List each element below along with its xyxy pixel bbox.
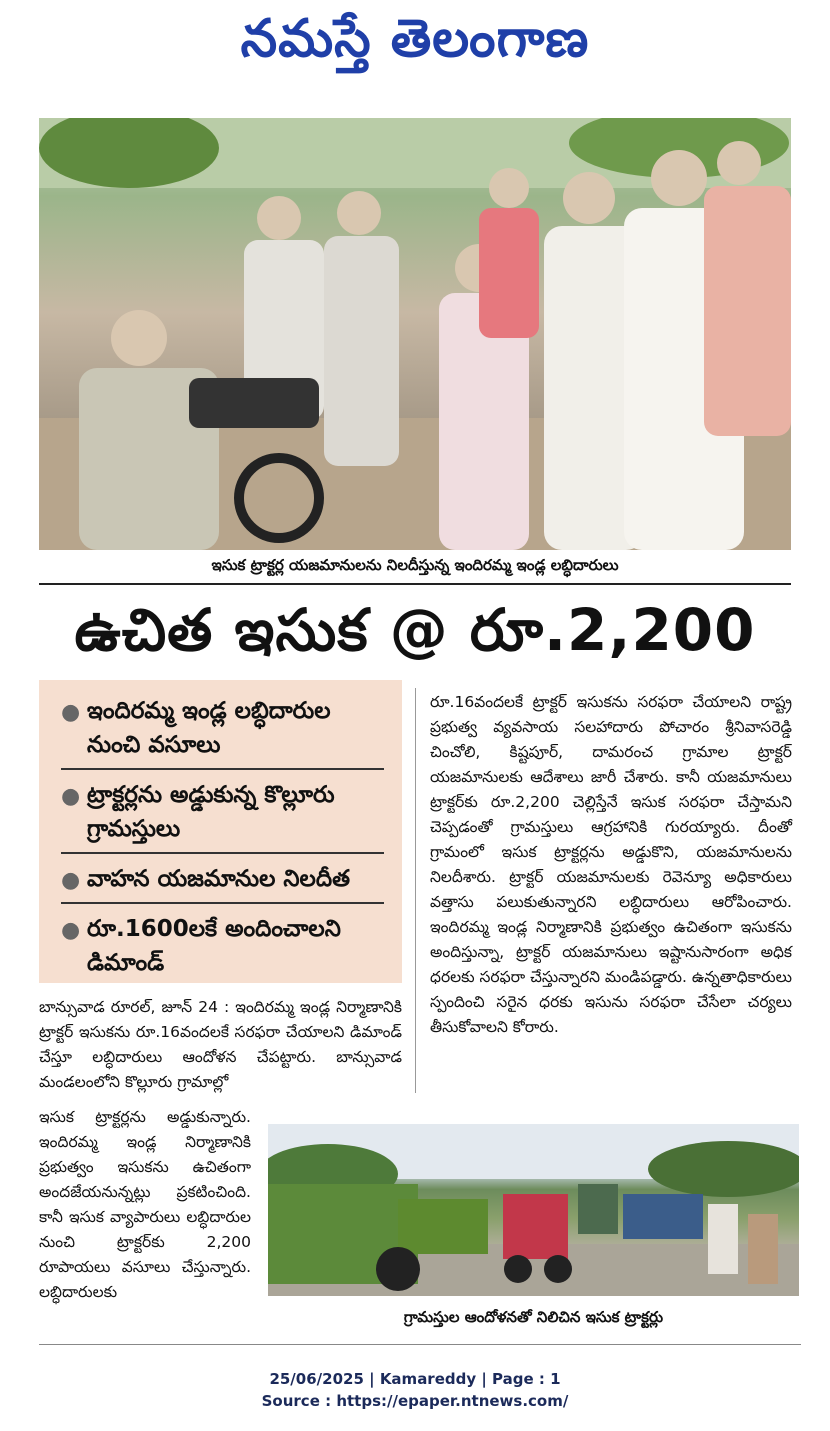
news-photo-tractors xyxy=(268,1124,799,1296)
bullet-icon: ● xyxy=(61,918,81,943)
highlight-text: ట్రాక్టర్లను అడ్డుకున్న కొల్లూరు గ్రామస్తులు xyxy=(87,782,335,842)
masthead xyxy=(0,0,830,90)
headline: ఉచిత ఇసుక @ రూ.2,200 xyxy=(74,596,756,664)
masthead-title: నమస్తే తెలంగాణ xyxy=(240,8,590,69)
article-body-left-bottom: ఇసుక ట్రాక్టర్లను అడ్డుకున్నారు. ఇందిరమ్మ ఇండ్ల నిర్మాణానికి ప్రభుత్వం ఇసుకను ఉచితంగా అందజేయనున్నట్లు ప్రకటించింది. కానీ ఇసుక వ్యాపారులు లబ్ధిదారుల నుంచి ట్రాక్టర్‌కు 2,200 రూపాయలు వసూలు చేస్తున్నారు. లబ్ధిదారులకు xyxy=(39,1108,251,1301)
highlight-item xyxy=(61,912,384,986)
footer-divider xyxy=(39,1344,801,1345)
footer-source: Source : https://epaper.ntnews.com/ xyxy=(261,1392,569,1410)
column-divider xyxy=(415,688,416,1093)
article-body-left-top: బాన్సువాడ రూరల్, జూన్ 24 : ఇందిరమ్మ ఇండ్ల నిర్మాణానికి ట్రాక్టర్ ఇసుకను రూ.16వందలకే సరఫరా చేయాలని డిమాండ్ చేస్తూ లబ్ధిదారులు ఆందోళన చేపట్టారు. బాన్సువాడ మండలంలోని కొల్లూరు గ్రామాల్లో xyxy=(39,998,402,1091)
photo2-caption: గ్రామస్తుల ఆందోళనతో నిలిచిన ఇసుక ట్రాక్టర్లు xyxy=(403,1308,664,1326)
news-photo-villagers xyxy=(39,118,791,550)
article-body-right: రూ.16వందలకే ట్రాక్టర్ ఇసుకను సరఫరా చేయాలని రాష్ట్ర ప్రభుత్వ వ్యవసాయ సలహాదారు పోచారం శ్రీనివాసరెడ్డి చించోలి, కిష్టపూర్, దామరంచ గ్రామాల ట్రాక్టర్ యజమానులకు ఆదేశాలు జారీ చేశారు. కానీ యజమానులు ట్రాక్టర్‌కు రూ.2,200 చెల్లిస్తేనే ఇసుక సరఫరా చేస్తామని చెప్పడంతో గ్రామస్తులు ఆగ్రహానికి గురయ్యారు. దీంతో గ్రామంలో ఇసుక ట్రాక్టర్లను అడ్డుకొని, యజమానులను నిలదీశారు. ట్రాక్టర్ యజమానులకు రెవెన్యూ అధికారులు వత్తాసు పలుకుతున్నారని లబ్ధిదారులు ఆరోపించారు. ఇందిరమ్మ ఇండ్ల నిర్మాణానికి ప్రభుత్వం ఉచితంగా ఇసుకను అందిస్తున్నా, ట్రాక్టర్ యజమానులు ఇష్టానుసారంగా అధిక ధరలకు సరఫరా చేస్తున్నారని మండిపడ్డారు. ఉన్నతాధికారులు స్పందించి సరైన ధరకు ఇసును సరఫరా చేసేలా చర్యలు తీసుకోవాలని కోరారు. xyxy=(430,693,792,1036)
bullet-icon: ● xyxy=(61,868,81,893)
highlight-item xyxy=(61,862,384,904)
footer-date-edition: 25/06/2025 | Kamareddy | Page : 1 xyxy=(269,1370,561,1388)
footer xyxy=(0,1368,830,1412)
photo1-caption: ఇసుక ట్రాక్టర్ల యజమానులను నిలదీస్తున్న ఇందిరమ్మ ఇండ్ల లబ్ధిదారులు xyxy=(211,556,619,574)
caption-divider xyxy=(39,583,791,585)
highlight-text: ఇందిరమ్మ ఇండ్ల లబ్ధిదారుల నుంచి వసూలు xyxy=(87,698,331,758)
highlights-box xyxy=(39,680,402,983)
photo-illustration xyxy=(39,118,791,550)
highlight-item xyxy=(61,694,384,770)
highlight-item xyxy=(61,778,384,854)
highlight-text: రూ.1600లకే అందించాలని డిమాండ్ xyxy=(87,916,341,976)
bullet-icon: ● xyxy=(61,784,81,809)
highlight-text: వాహన యజమానుల నిలదీత xyxy=(87,866,350,892)
photo-illustration xyxy=(268,1124,799,1296)
bullet-icon: ● xyxy=(61,700,81,725)
